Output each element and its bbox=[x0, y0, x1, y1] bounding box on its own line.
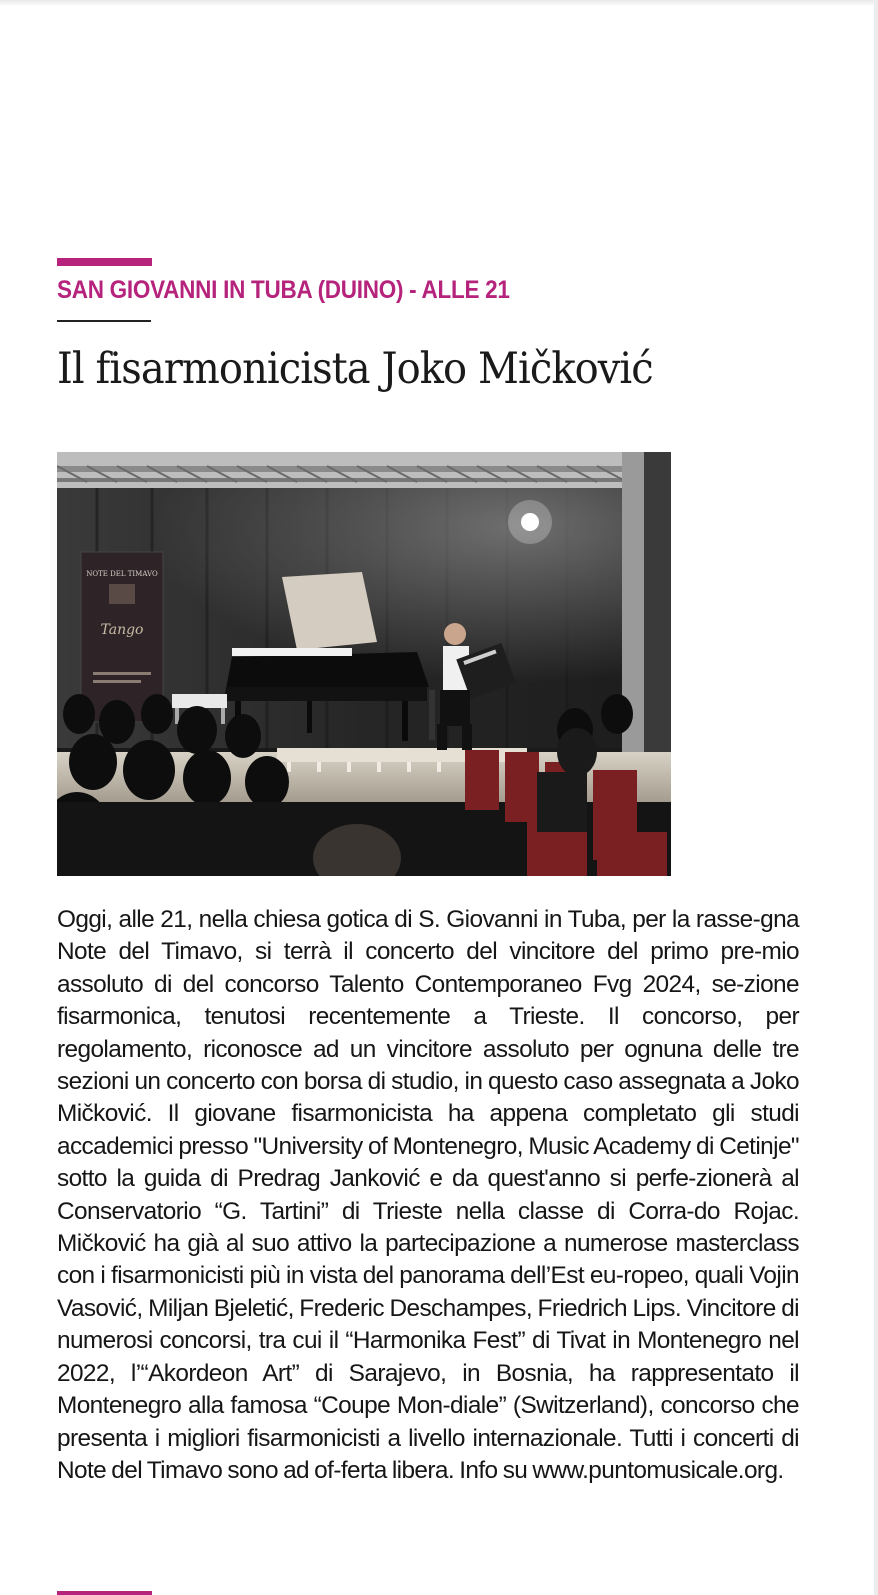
article-kicker: SAN GIOVANNI IN TUBA (DUINO) - ALLE 21 bbox=[57, 276, 510, 304]
article-body: Oggi, alle 21, nella chiesa gotica di S. Giovanni in Tuba, per la rasse-gna Note del Timavo, si terrà il concerto del vincitore del primo pre-mio assoluto di del concorso Talento Contemporaneo Fvg 2024, se-zione fisarmonica, tenutosi recentemente a Trieste. Il concorso, per regolamento, riconosce ad un vincitore assoluto per ognuna delle tre sezioni un concerto con borsa di studio, in questo caso assegnata a Joko Mičković. Il giovane fisarmonicista ha appena completato gli studi accademici presso "University of Montenegro, Music Academy di Cetinje" sotto la guida di Predrag Janković e da quest'anno si perfe-zionerà al Conservatorio “G. Tartini” di Trieste nella classe di Corra-do Rojac. Mičković ha già al suo attivo la partecipazione a numerose masterclass con i fisarmonicisti più in vista del panorama dell’Est eu-ropeo, quali Vojin Vasović, Miljan Bjeletić, Frederic Deschampes, Friedrich Lips. Vincitore di numerosi concorsi, tra cui il “Harmonika Fest” di Tivat in Montenegro nel 2022, l’“Akordeon Art” di Sarajevo, in Bosnia, ha rappresentato il Montenegro alla famosa “Coupe Mon-diale” (Switzerland), concorso che presenta i migliori fisarmonicisti a livello internazionale. Tutti i concerti di Note del Timavo sono ad of-ferta libera. Info su www.puntomusicale.org. bbox=[57, 906, 799, 1484]
article-headline: Il fisarmonicista Joko Mičković bbox=[57, 344, 653, 394]
kicker-accent-bar bbox=[57, 258, 152, 266]
concert-photo bbox=[57, 452, 671, 876]
page-right-edge bbox=[874, 0, 878, 1595]
top-edge-shadow bbox=[0, 0, 878, 6]
banner-text: NOTE DEL TIMAVO bbox=[86, 570, 158, 578]
kicker-rule bbox=[57, 320, 151, 322]
next-article-accent-bar bbox=[57, 1591, 152, 1595]
svg-text:Tango: Tango bbox=[100, 622, 144, 638]
